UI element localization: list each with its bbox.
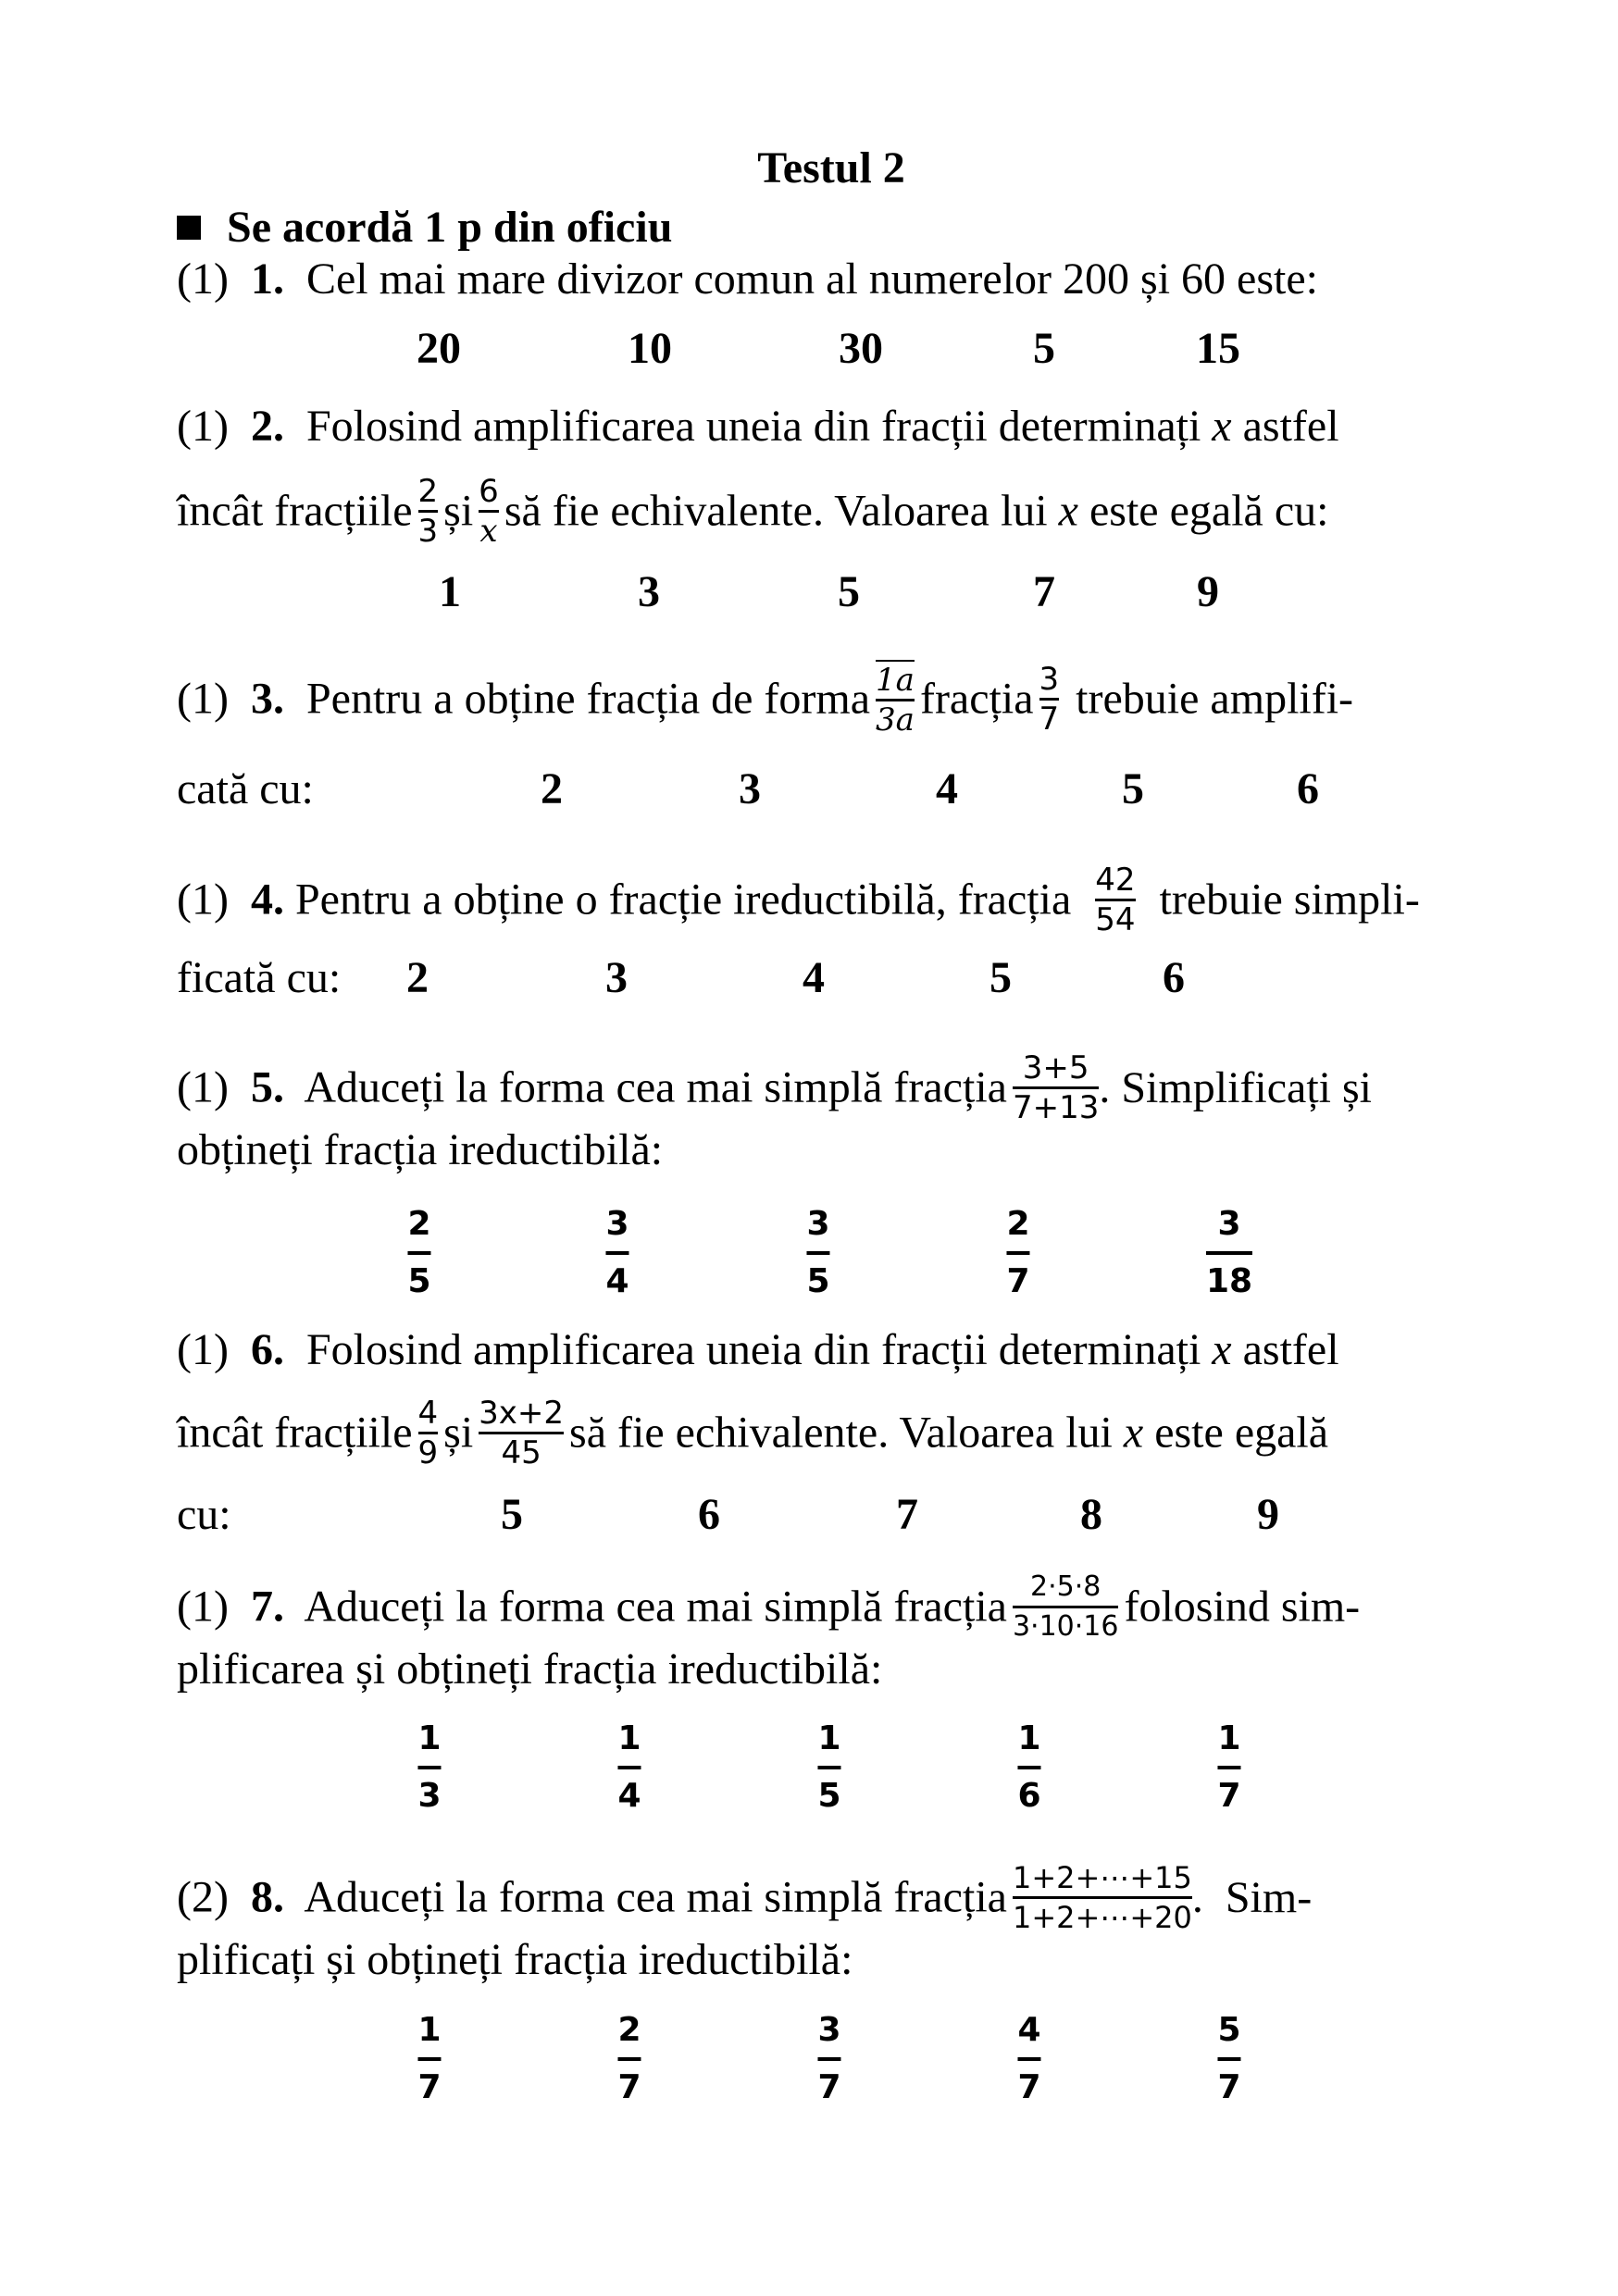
question-4-line-2: ficată cu: [177,953,342,1002]
answer-option[interactable]: 6 [698,1490,720,1539]
answer-option[interactable]: 9 [1257,1490,1279,1539]
numerator: 1 [817,1719,841,1757]
denominator: 4 [605,1262,629,1300]
question-text: și [443,486,474,536]
answer-option[interactable]: 5 [501,1490,523,1539]
numerator: 1 [417,2011,442,2049]
numerator: 4 [417,1395,439,1432]
points: (1) [177,1062,229,1112]
denominator: 7 [1017,2068,1041,2106]
denominator: 1+2+⋯+20 [1012,1900,1192,1935]
answer-option[interactable]: 3 [605,953,628,1002]
denominator: 7 [1217,1777,1241,1815]
square-bullet-icon [177,216,201,240]
fraction [1013,1569,1119,1645]
question-text: . Simplificați și [1099,1062,1373,1112]
answer-option[interactable] [1206,1203,1252,1303]
numerator: 3 [1039,661,1060,698]
answer-option[interactable]: 6 [1163,953,1185,1002]
numerator: 3 [817,2011,841,2049]
question-text: trebuie simpli- [1159,875,1420,925]
numerator: 4 [1017,2011,1041,2049]
question-text: încât fracțiile [177,486,413,536]
question-text: este egală cu: [1077,486,1329,536]
answer-option[interactable] [1006,1203,1029,1303]
heading [177,200,672,255]
numerator: 2 [407,1205,431,1243]
fraction [1095,862,1135,938]
question-text: încât fracțiile [177,1408,413,1458]
question-2 [177,399,1339,454]
answer-option[interactable] [617,2009,641,2109]
denominator: 7 [1039,701,1060,738]
answer-option[interactable] [806,1203,829,1303]
denominator: 9 [417,1434,439,1471]
question-8 [177,1860,1313,1935]
answer-option[interactable]: 5 [989,953,1012,1002]
fraction [1013,1049,1099,1126]
question-1 [177,252,1318,307]
denominator: 3 [417,1777,442,1815]
question-text: astfel [1231,402,1339,451]
denominator: 3 [417,513,439,550]
answer-option[interactable]: 4 [803,953,825,1002]
answer-option[interactable]: 3 [638,567,660,616]
numerator: 1 [417,1719,442,1757]
denominator: 7 [817,2068,841,2106]
question-text: Pentru a obține o fracție ireductibilă, fracția [294,875,1072,925]
question-3 [177,661,1354,738]
fraction [479,1395,564,1471]
answer-option[interactable] [617,1718,641,1818]
variable: x [1123,1408,1144,1458]
question-text: Cel mai mare divizor comun al numerelor 200 și 60 este: [305,254,1318,304]
denominator: 3·10·16 [1012,1610,1119,1643]
denominator: 4 [617,1777,641,1815]
page-title: Testul 2 [757,143,905,192]
question-number: 6. [250,1325,284,1374]
denominator: 5 [407,1262,431,1300]
numerator: 6 [479,473,499,510]
answer-option[interactable]: 30 [839,324,883,373]
numerator: 1 [617,1719,641,1757]
question-text: Aduceți la forma cea mai simplă fracția [304,1062,1007,1112]
denominator: 7+13 [1012,1089,1100,1126]
answer-option[interactable] [417,1718,441,1818]
numerator: 1+2+⋯+15 [1012,1860,1192,1895]
denominator: 5 [806,1262,830,1300]
points: (1) [177,1325,229,1374]
fraction [418,473,439,550]
numerator: 2 [617,2011,641,2049]
question-number: 1. [250,254,284,304]
points: (1) [177,1582,229,1632]
fraction [876,660,915,738]
answer-option[interactable]: 5 [1033,324,1055,373]
numerator: 3 [1217,1205,1241,1243]
question-2-line-2 [177,473,1329,550]
question-text: este egală [1143,1408,1329,1458]
answer-option[interactable]: 2 [541,764,563,813]
answer-option[interactable] [1017,2009,1040,2109]
points: (1) [177,875,229,925]
answer-option[interactable] [817,1718,840,1818]
question-text: Pentru a obține fracția de forma [305,674,871,724]
numerator: 42 [1095,862,1136,899]
question-number: 3. [250,674,284,724]
question-number: 4. [250,875,284,925]
variable: x [1212,1325,1232,1374]
points: (2) [177,1872,229,1922]
answer-option[interactable]: 7 [1033,567,1055,616]
question-3-line-2: cată cu: [177,764,314,813]
question-text: Folosind amplificarea uneia din fracții determinați [305,1325,1213,1374]
question-6-line-3: cu: [177,1490,231,1539]
question-text: astfel [1231,1325,1339,1374]
answer-option[interactable]: 3 [739,764,761,813]
question-7-line-2: plificarea și obțineți fracția ireductibilă: [177,1644,883,1694]
question-text: trebuie amplifi- [1076,674,1354,724]
question-text: . Sim- [1191,1872,1313,1922]
numerator: 3x+2 [479,1395,565,1432]
answer-option[interactable]: 20 [417,324,461,373]
denominator: 5 [817,1777,841,1815]
numerator: 2·5·8 [1030,1570,1101,1603]
question-number: 8. [250,1872,284,1922]
points: (1) [177,674,229,724]
answer-option[interactable]: 4 [936,764,958,813]
denominator: 45 [501,1434,541,1471]
fraction [479,473,499,550]
fraction [1039,661,1060,738]
numerator: 5 [1217,2011,1241,2049]
question-text: fracția [919,674,1034,724]
points: (1) [177,402,229,451]
answer-option[interactable] [407,1203,430,1303]
question-number: 2. [250,402,284,451]
denominator: 3a [876,701,915,738]
numerator: 3 [605,1205,629,1243]
answer-option[interactable] [1217,1718,1240,1818]
numerator: 1 [1217,1719,1241,1757]
heading-text: Se acordă 1 p din oficiu [227,203,673,252]
numerator: 2 [417,473,439,510]
question-text: și [443,1408,474,1458]
denominator: 7 [1006,1262,1030,1300]
answer-option[interactable]: 10 [628,324,672,373]
question-text: Aduceți la forma cea mai simplă fracția [304,1872,1007,1922]
question-5 [177,1049,1373,1126]
question-number: 5. [250,1062,284,1112]
answer-option[interactable]: 2 [406,953,429,1002]
question-8-line-2: plificați și obțineți fracția ireductibilă: [177,1935,853,1984]
question-text: să fie echivalente. Valoarea lui [569,1408,1124,1458]
question-number: 7. [250,1582,284,1632]
answer-option[interactable]: 6 [1297,764,1319,813]
variable: x [1212,402,1232,451]
question-6 [177,1322,1339,1378]
question-text: Aduceți la forma cea mai simplă fracția [304,1582,1007,1632]
denominator: 18 [1205,1262,1253,1300]
question-4 [177,862,1420,938]
denominator: x [479,513,498,550]
numerator: 2 [1006,1205,1030,1243]
answer-option[interactable]: 7 [896,1490,918,1539]
denominator: 6 [1017,1777,1041,1815]
numerator: 1 [1017,1719,1041,1757]
denominator: 7 [617,2068,641,2106]
answer-option[interactable]: 5 [1122,764,1144,813]
answer-option[interactable]: 15 [1196,324,1240,373]
question-text: Folosind amplificarea uneia din fracții determinați [305,402,1213,451]
question-text: să fie echivalente. Valoarea lui [504,486,1059,536]
question-5-line-2: obțineți fracția ireductibilă: [177,1125,664,1174]
answer-option[interactable]: 9 [1197,567,1219,616]
answer-option[interactable]: 1 [439,567,461,616]
numerator: 3 [806,1205,830,1243]
denominator: 7 [417,2068,442,2106]
question-7 [177,1570,1361,1643]
answer-option[interactable]: 5 [838,567,860,616]
answer-option[interactable] [605,1203,629,1303]
points: (1) [177,254,229,304]
answer-option[interactable] [1017,1718,1040,1818]
fraction [418,1395,439,1471]
numerator: 1a [876,662,915,699]
denominator: 7 [1217,2068,1241,2106]
answer-option[interactable] [417,2009,441,2109]
denominator: 54 [1095,901,1136,938]
answer-option[interactable]: 8 [1080,1490,1102,1539]
variable: x [1058,486,1078,536]
question-6-line-2 [177,1395,1329,1471]
fraction [1013,1859,1192,1936]
question-text: folosind sim- [1124,1582,1361,1632]
numerator: 3+5 [1022,1049,1089,1086]
answer-option[interactable] [817,2009,840,2109]
answer-option[interactable] [1217,2009,1240,2109]
